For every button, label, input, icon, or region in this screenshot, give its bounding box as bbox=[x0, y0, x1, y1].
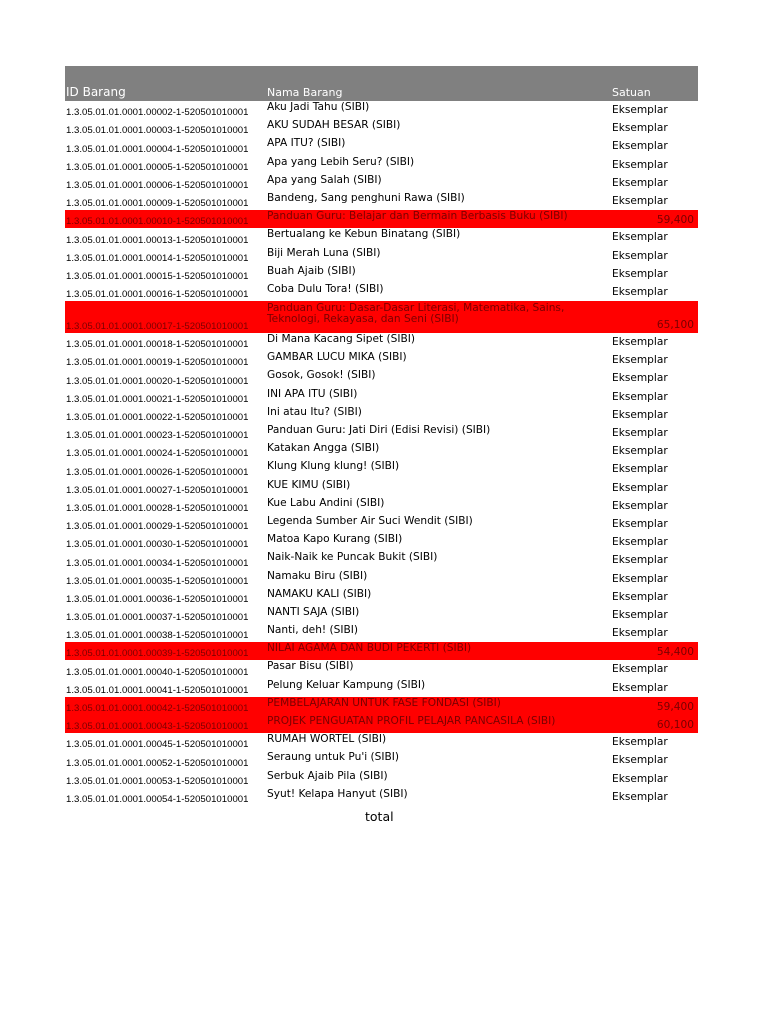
cell-id[interactable]: 1.3.05.01.01.0001.00026-1-520501010001 bbox=[66, 466, 249, 478]
cell-id[interactable]: 1.3.05.01.01.0001.00034-1-520501010001 bbox=[66, 557, 249, 569]
cell-name[interactable]: Nanti, deh! (SIBI) bbox=[267, 624, 359, 637]
cell-unit[interactable]: Eksemplar bbox=[612, 572, 668, 585]
table-row[interactable] bbox=[65, 442, 698, 460]
table-row[interactable] bbox=[65, 333, 698, 351]
cell-unit[interactable]: Eksemplar bbox=[612, 231, 668, 244]
cell-id[interactable]: 1.3.05.01.01.0001.00027-1-520501010001 bbox=[66, 484, 249, 496]
cell-price[interactable]: 65,100 bbox=[656, 319, 694, 332]
cell-id[interactable]: 1.3.05.01.01.0001.00015-1-520501010001 bbox=[66, 270, 249, 282]
table-row[interactable] bbox=[65, 283, 698, 301]
table-row[interactable] bbox=[65, 497, 698, 515]
cell-unit[interactable]: Eksemplar bbox=[612, 463, 668, 476]
cell-unit[interactable]: Eksemplar bbox=[612, 158, 668, 171]
cell-id[interactable]: 1.3.05.01.01.0001.00035-1-520501010001 bbox=[66, 575, 249, 587]
cell-id[interactable]: 1.3.05.01.01.0001.00018-1-520501010001 bbox=[66, 339, 249, 351]
column-header-id[interactable]: ID Barang bbox=[66, 85, 126, 99]
table-row[interactable] bbox=[65, 156, 698, 174]
cell-unit[interactable]: Eksemplar bbox=[612, 267, 668, 280]
cell-name[interactable]: Pelung Keluar Kampung (SIBI) bbox=[267, 678, 426, 691]
table-header bbox=[65, 66, 698, 101]
cell-name[interactable]: PEMBELAJARAN UNTUK FASE FONDASI (SIBI) bbox=[267, 696, 501, 709]
cell-unit[interactable]: Eksemplar bbox=[612, 536, 668, 549]
cell-name[interactable]: Aku Jadi Tahu (SIBI) bbox=[267, 101, 370, 113]
cell-id[interactable]: 1.3.05.01.01.0001.00054-1-520501010001 bbox=[66, 793, 249, 805]
cell-name[interactable]: Pasar Bisu (SIBI) bbox=[267, 660, 354, 673]
cell-id[interactable]: 1.3.05.01.01.0001.00005-1-520501010001 bbox=[66, 161, 249, 173]
cell-unit[interactable]: Eksemplar bbox=[612, 627, 668, 640]
cell-unit[interactable]: Eksemplar bbox=[612, 427, 668, 439]
cell-name[interactable]: Namaku Biru (SIBI) bbox=[267, 569, 368, 582]
table-row[interactable] bbox=[65, 733, 698, 751]
cell-id[interactable]: 1.3.05.01.01.0001.00022-1-520501010001 bbox=[66, 412, 249, 423]
table-row[interactable] bbox=[65, 192, 698, 210]
table-row[interactable] bbox=[65, 351, 698, 369]
cell-name[interactable]: Apa yang Lebih Seru? (SIBI) bbox=[267, 155, 415, 168]
column-header-unit[interactable]: Satuan bbox=[612, 86, 651, 99]
cell-id[interactable]: 1.3.05.01.01.0001.00024-1-520501010001 bbox=[66, 448, 249, 460]
cell-id[interactable]: 1.3.05.01.01.0001.00010-1-520501010001 bbox=[66, 216, 249, 228]
table-row[interactable] bbox=[65, 119, 698, 137]
cell-name[interactable]: Bandeng, Sang penghuni Rawa (SIBI) bbox=[267, 191, 465, 204]
cell-unit[interactable]: Eksemplar bbox=[612, 176, 668, 189]
column-header-name[interactable]: Nama Barang bbox=[267, 86, 343, 99]
cell-unit[interactable]: Eksemplar bbox=[612, 445, 668, 458]
cell-id[interactable]: 1.3.05.01.01.0001.00042-1-520501010001 bbox=[66, 703, 249, 714]
cell-id[interactable]: 1.3.05.01.01.0001.00004-1-520501010001 bbox=[66, 143, 249, 155]
cell-id[interactable]: 1.3.05.01.01.0001.00019-1-520501010001 bbox=[66, 357, 249, 369]
table-row[interactable] bbox=[65, 642, 698, 660]
cell-id[interactable]: 1.3.05.01.01.0001.00039-1-520501010001 bbox=[66, 648, 249, 660]
table-row[interactable] bbox=[65, 265, 698, 283]
table-row[interactable] bbox=[65, 751, 698, 769]
table-row[interactable] bbox=[65, 388, 698, 406]
table-row[interactable] bbox=[65, 588, 698, 606]
cell-name[interactable]: APA ITU? (SIBI) bbox=[267, 137, 346, 150]
cell-id[interactable]: 1.3.05.01.01.0001.00040-1-520501010001 bbox=[66, 666, 249, 678]
cell-name[interactable]: Panduan Guru: Dasar-Dasar Literasi, Matematika, Sains, Teknologi, Rekayasa, dan Seni (SIBI) bbox=[267, 302, 565, 326]
table-row[interactable] bbox=[65, 533, 698, 551]
cell-id[interactable]: 1.3.05.01.01.0001.00038-1-520501010001 bbox=[66, 630, 249, 642]
cell-unit[interactable]: Eksemplar bbox=[612, 590, 668, 603]
table-row[interactable] bbox=[65, 697, 698, 715]
table-row[interactable] bbox=[65, 424, 698, 442]
cell-price[interactable]: 59,400 bbox=[656, 701, 694, 713]
cell-name[interactable]: NANTI SAJA (SIBI) bbox=[267, 605, 360, 618]
cell-unit[interactable]: Eksemplar bbox=[612, 249, 668, 262]
cell-name[interactable]: Buah Ajaib (SIBI) bbox=[267, 264, 356, 277]
cell-name[interactable]: Bertualang ke Kebun Binatang (SIBI) bbox=[267, 228, 461, 241]
cell-id[interactable]: 1.3.05.01.01.0001.00003-1-520501010001 bbox=[66, 125, 249, 137]
table-row[interactable] bbox=[65, 228, 698, 246]
cell-id[interactable]: 1.3.05.01.01.0001.00014-1-520501010001 bbox=[66, 252, 249, 264]
cell-name[interactable]: Seraung untuk Pu'i (SIBI) bbox=[267, 751, 400, 764]
cell-id[interactable]: 1.3.05.01.01.0001.00028-1-520501010001 bbox=[66, 502, 249, 514]
cell-unit[interactable]: Eksemplar bbox=[612, 663, 668, 676]
table-row[interactable] bbox=[65, 406, 698, 424]
table-row[interactable] bbox=[65, 101, 698, 119]
cell-id[interactable]: 1.3.05.01.01.0001.00017-1-520501010001 bbox=[66, 321, 249, 333]
cell-name[interactable]: Katakan Angga (SIBI) bbox=[267, 442, 380, 455]
cell-id[interactable]: 1.3.05.01.01.0001.00002-1-520501010001 bbox=[66, 107, 249, 119]
table-row[interactable] bbox=[65, 369, 698, 387]
cell-id[interactable]: 1.3.05.01.01.0001.00013-1-520501010001 bbox=[66, 234, 249, 246]
cell-unit[interactable]: Eksemplar bbox=[612, 681, 668, 694]
cell-unit[interactable]: Eksemplar bbox=[612, 517, 668, 530]
cell-unit[interactable]: Eksemplar bbox=[612, 104, 668, 116]
cell-name[interactable]: AKU SUDAH BESAR (SIBI) bbox=[267, 119, 401, 132]
cell-name[interactable]: Ini atau Itu? (SIBI) bbox=[267, 405, 362, 418]
table-row[interactable] bbox=[65, 660, 698, 678]
cell-id[interactable]: 1.3.05.01.01.0001.00053-1-520501010001 bbox=[66, 775, 249, 787]
cell-unit[interactable]: Eksemplar bbox=[612, 140, 668, 153]
cell-unit[interactable]: Eksemplar bbox=[612, 608, 668, 621]
cell-unit[interactable]: Eksemplar bbox=[612, 122, 668, 135]
table-row[interactable] bbox=[65, 515, 698, 533]
cell-unit[interactable]: Eksemplar bbox=[612, 372, 668, 385]
cell-name[interactable]: Coba Dulu Tora! (SIBI) bbox=[267, 282, 384, 295]
cell-unit[interactable]: Eksemplar bbox=[612, 736, 668, 749]
table-row[interactable] bbox=[65, 570, 698, 588]
table-row[interactable] bbox=[65, 247, 698, 265]
cell-id[interactable]: 1.3.05.01.01.0001.00021-1-520501010001 bbox=[66, 393, 249, 405]
cell-name[interactable]: NILAI AGAMA DAN BUDI PEKERTI (SIBI) bbox=[267, 642, 472, 655]
cell-name[interactable]: INI APA ITU (SIBI) bbox=[267, 387, 358, 400]
cell-unit[interactable]: Eksemplar bbox=[612, 554, 668, 567]
total-row bbox=[65, 806, 698, 828]
cell-name[interactable]: Serbuk Ajaib Pila (SIBI) bbox=[267, 769, 388, 782]
table-row[interactable] bbox=[65, 460, 698, 478]
table-row[interactable] bbox=[65, 301, 698, 333]
cell-name[interactable]: Panduan Guru: Jati Diri (Edisi Revisi) (SIBI) bbox=[267, 424, 491, 436]
cell-name[interactable]: KUE KIMU (SIBI) bbox=[267, 478, 351, 491]
cell-name[interactable]: Klung Klung klung! (SIBI) bbox=[267, 460, 400, 473]
cell-unit[interactable]: Eksemplar bbox=[612, 481, 668, 494]
cell-id[interactable]: 1.3.05.01.01.0001.00030-1-520501010001 bbox=[66, 539, 249, 551]
cell-price[interactable]: 54,400 bbox=[656, 646, 694, 659]
cell-id[interactable]: 1.3.05.01.01.0001.00009-1-520501010001 bbox=[66, 198, 249, 210]
table-row[interactable] bbox=[65, 137, 698, 155]
table-row[interactable] bbox=[65, 174, 698, 192]
table-row[interactable] bbox=[65, 606, 698, 624]
table-row[interactable] bbox=[65, 210, 698, 228]
cell-unit[interactable]: Eksemplar bbox=[612, 285, 668, 298]
cell-id[interactable]: 1.3.05.01.01.0001.00023-1-520501010001 bbox=[66, 430, 249, 442]
cell-name[interactable]: NAMAKU KALI (SIBI) bbox=[267, 587, 372, 600]
cell-name[interactable]: Matoa Kapo Kurang (SIBI) bbox=[267, 533, 403, 546]
cell-id[interactable]: 1.3.05.01.01.0001.00020-1-520501010001 bbox=[66, 375, 249, 387]
cell-unit[interactable]: Eksemplar bbox=[612, 194, 668, 207]
cell-unit[interactable]: Eksemplar bbox=[612, 336, 668, 349]
cell-name[interactable]: GAMBAR LUCU MIKA (SIBI) bbox=[267, 351, 407, 364]
cell-name[interactable]: RUMAH WORTEL (SIBI) bbox=[267, 733, 387, 746]
cell-id[interactable]: 1.3.05.01.01.0001.00029-1-520501010001 bbox=[66, 521, 249, 533]
cell-name[interactable]: Panduan Guru: Belajar dan Bermain Berbasis Buku (SIBI) bbox=[267, 210, 568, 223]
cell-name[interactable]: Kue Labu Andini (SIBI) bbox=[267, 496, 385, 509]
cell-unit[interactable]: Eksemplar bbox=[612, 390, 668, 403]
cell-unit[interactable]: Eksemplar bbox=[612, 499, 668, 512]
cell-name[interactable]: Di Mana Kacang Sipet (SIBI) bbox=[267, 333, 415, 346]
cell-unit[interactable]: Eksemplar bbox=[612, 754, 668, 767]
cell-id[interactable]: 1.3.05.01.01.0001.00016-1-520501010001 bbox=[66, 289, 249, 301]
cell-price[interactable]: 59,400 bbox=[656, 214, 694, 227]
table-body bbox=[65, 101, 698, 806]
cell-unit[interactable]: Eksemplar bbox=[612, 772, 668, 785]
table-row[interactable] bbox=[65, 715, 698, 733]
table-row[interactable] bbox=[65, 479, 698, 497]
total-label[interactable]: total bbox=[365, 808, 394, 824]
table-row[interactable] bbox=[65, 624, 698, 642]
spreadsheet-table bbox=[65, 66, 698, 828]
cell-id[interactable]: 1.3.05.01.01.0001.00041-1-520501010001 bbox=[66, 684, 249, 696]
table-row[interactable] bbox=[65, 788, 698, 806]
cell-name[interactable]: Syut! Kelapa Hanyut (SIBI) bbox=[267, 787, 408, 800]
table-row[interactable] bbox=[65, 770, 698, 788]
cell-id[interactable]: 1.3.05.01.01.0001.00045-1-520501010001 bbox=[66, 739, 249, 751]
cell-id[interactable]: 1.3.05.01.01.0001.00037-1-520501010001 bbox=[66, 612, 249, 624]
cell-unit[interactable]: Eksemplar bbox=[612, 408, 668, 421]
cell-id[interactable]: 1.3.05.01.01.0001.00052-1-520501010001 bbox=[66, 757, 249, 769]
cell-unit[interactable]: Eksemplar bbox=[612, 790, 668, 803]
cell-id[interactable]: 1.3.05.01.01.0001.00043-1-520501010001 bbox=[66, 721, 249, 733]
cell-name[interactable]: PROJEK PENGUATAN PROFIL PELAJAR PANCASILA (SIBI) bbox=[267, 715, 556, 727]
cell-name[interactable]: Biji Merah Luna (SIBI) bbox=[267, 246, 381, 259]
cell-name[interactable]: Gosok, Gosok! (SIBI) bbox=[267, 369, 376, 382]
cell-price[interactable]: 60,100 bbox=[656, 719, 694, 732]
cell-name[interactable]: Apa yang Salah (SIBI) bbox=[267, 173, 382, 186]
table-row[interactable] bbox=[65, 679, 698, 697]
cell-id[interactable]: 1.3.05.01.01.0001.00006-1-520501010001 bbox=[66, 179, 249, 191]
table-row[interactable] bbox=[65, 551, 698, 569]
cell-name[interactable]: Legenda Sumber Air Suci Wendit (SIBI) bbox=[267, 514, 473, 527]
cell-unit[interactable]: Eksemplar bbox=[612, 354, 668, 367]
cell-id[interactable]: 1.3.05.01.01.0001.00036-1-520501010001 bbox=[66, 593, 249, 605]
cell-name[interactable]: Naik-Naik ke Puncak Bukit (SIBI) bbox=[267, 551, 438, 564]
